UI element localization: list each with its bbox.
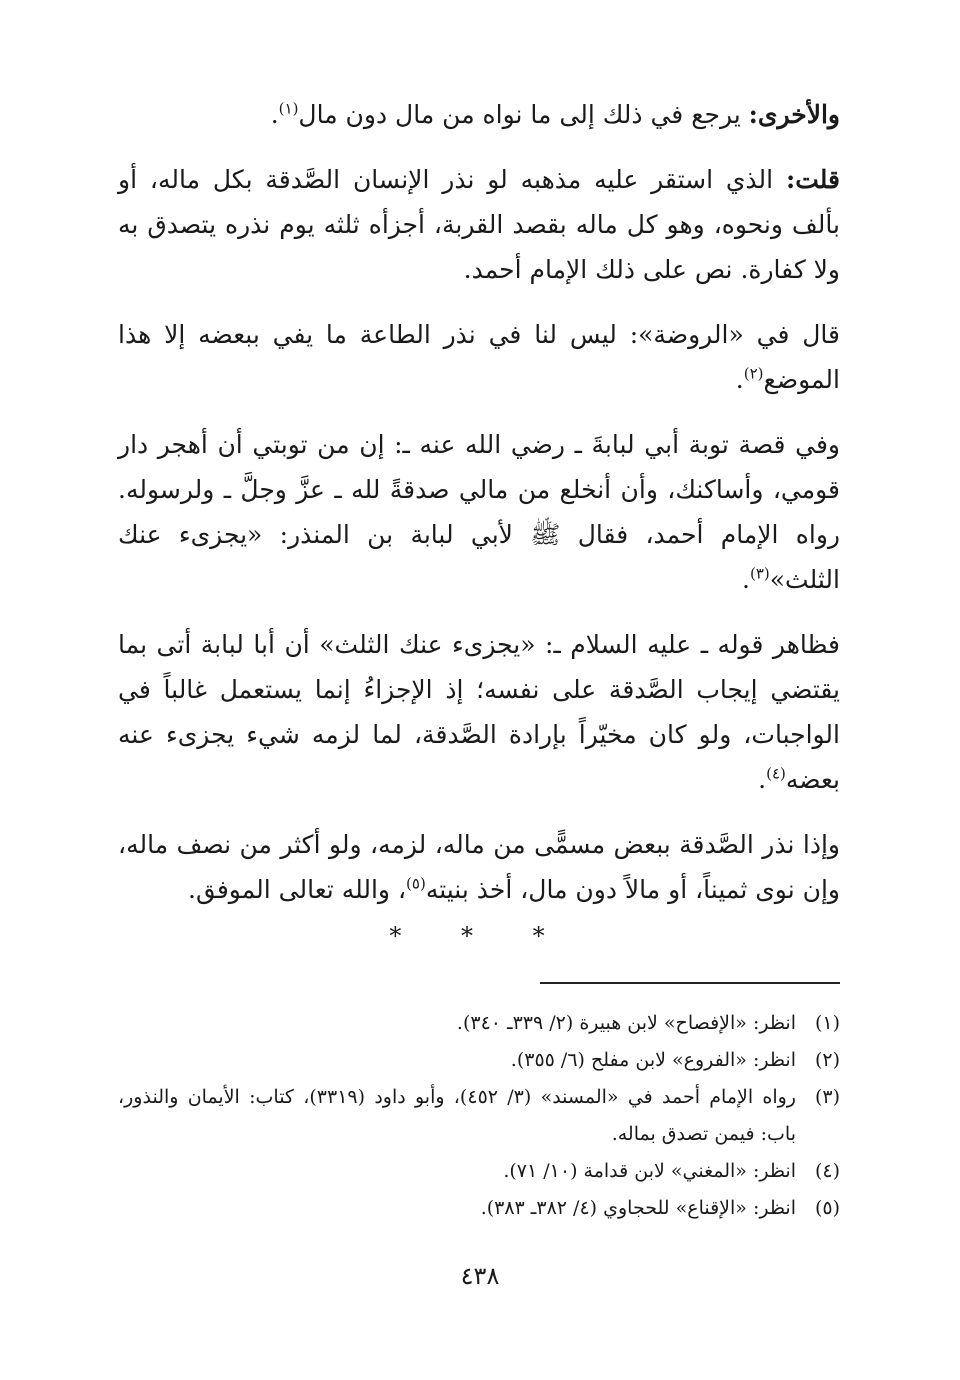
paragraph-lead: والأخرى: bbox=[748, 100, 840, 129]
paragraph-text: قال في «الروضة»: ليس لنا في نذر الطاعة ما يفي ببعضه إلا هذا الموضع bbox=[118, 320, 840, 394]
paragraph bbox=[118, 157, 840, 292]
footnote bbox=[118, 1153, 840, 1190]
main-text bbox=[118, 92, 840, 932]
paragraph-tail: . bbox=[742, 565, 750, 594]
footnote-number: (٢) bbox=[814, 1049, 840, 1071]
section-separator: * * * bbox=[389, 922, 571, 950]
paragraph-tail: . bbox=[270, 100, 279, 129]
paragraph bbox=[118, 312, 840, 402]
footnote-text: انظر: «الإقناع» للحجاوي (٤/ ٣٨٢ـ ٣٨٣). bbox=[480, 1197, 796, 1219]
paragraph-tail: . bbox=[735, 365, 744, 394]
paragraph bbox=[118, 822, 840, 912]
paragraph-text: الذي استقر عليه مذهبه لو نذر الإنسان الصَّدقة بكل ماله، أو بألف ونحوه، وهو كل ماله بقصد القربة، أجزأه ثلثه يوم نذره يتصدق به ولا كفارة. نص على ذلك الإمام أحمد. bbox=[118, 165, 840, 284]
page-number: ٤٣٨ bbox=[460, 1262, 500, 1290]
footnote-number: (٣) bbox=[814, 1086, 840, 1108]
paragraph-text: وفي قصة توبة أبي لبابةَ ـ رضي الله عنه ـ: إن من توبتي أن أهجر دار قومي، وأساكنك، وأن أنخلع من مالي صدقةً لله ـ عزَّ وجلَّ ـ ولرسوله. رواه الإمام أحمد، فقال ﷺ لأبي لبابة بن المنذر: «يجزىء عنك الثلث» bbox=[118, 430, 840, 594]
footnote bbox=[118, 1079, 840, 1153]
footnote-text: انظر: «الإفصاح» لابن هبيرة (٢/ ٣٣٩ـ ٣٤٠). bbox=[456, 1012, 796, 1034]
footnote-number: (٥) bbox=[814, 1197, 840, 1219]
footnote-ref: (٣) bbox=[749, 564, 770, 583]
footnote-ref: (٢) bbox=[743, 364, 764, 383]
footnotes bbox=[118, 1005, 840, 1227]
paragraph-lead: قلت: bbox=[785, 165, 840, 194]
footnote-text: انظر: «الفروع» لابن مفلح (٦/ ٣٥٥). bbox=[510, 1049, 796, 1071]
footnote-divider bbox=[540, 982, 840, 984]
paragraph bbox=[118, 422, 840, 602]
paragraph-text: فظاهر قوله ـ عليه السلام ـ: «يجزىء عنك الثلث» أن أبا لبابة أتى بما يقتضي إيجاب الصَّدقة على نفسه؛ إذ الإجزاءُ إنما يستعمل غالباً في الواجبات، ولو كان مخيّراً بإرادة الصَّدقة، لما لزمه شيء يجزىء عنه بعضه bbox=[118, 630, 840, 794]
footnote-text: انظر: «المغني» لابن قدامة (١٠/ ٧١). bbox=[503, 1160, 796, 1182]
paragraph-text: يرجع في ذلك إلى ما نواه من مال دون مال bbox=[298, 100, 749, 129]
footnote-ref: (٤) bbox=[766, 764, 786, 783]
footnote-text: رواه الإمام أحمد في «المسند» (٣/ ٤٥٢)، وأبو داود (٣٣١٩)، كتاب: الأيمان والنذور، باب: فيمن تصدق بماله. bbox=[118, 1086, 796, 1145]
paragraph-text: وإذا نذر الصَّدقة ببعض مسمًّى من ماله، لزمه، ولو أكثر من نصف ماله، وإن نوى ثميناً، أو مالاً دون مال، أخذ بنيته bbox=[118, 830, 840, 904]
footnote bbox=[118, 1190, 840, 1227]
footnote-number: (١) bbox=[814, 1012, 840, 1034]
footnote bbox=[118, 1042, 840, 1079]
footnote-ref: (١) bbox=[278, 99, 299, 118]
paragraph bbox=[118, 622, 840, 802]
paragraph bbox=[118, 92, 840, 137]
footnote-number: (٤) bbox=[814, 1160, 840, 1182]
footnote bbox=[118, 1005, 840, 1042]
footnote-ref: (٥) bbox=[406, 874, 426, 893]
paragraph-tail: . bbox=[758, 765, 767, 794]
paragraph-tail: ، والله تعالى الموفق. bbox=[188, 875, 407, 904]
